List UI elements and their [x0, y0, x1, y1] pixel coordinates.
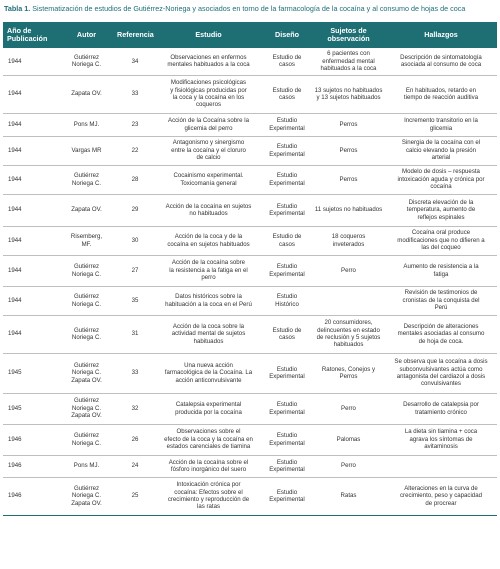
cell-design: [262, 48, 312, 75]
cell-study-line: entre la cocaína y el cloruro: [171, 146, 246, 154]
header-year-line: Publicación: [7, 34, 48, 43]
cell-study: [155, 165, 262, 194]
header-reference: Referencia: [115, 22, 155, 48]
cell-findings-line: cronistas de la conquista del: [402, 296, 480, 304]
cell-design-line: Estudio: [276, 117, 298, 125]
cell-author-line: Zapata OV.: [71, 499, 102, 507]
cell-findings-line: Aumento de resistencia a la: [403, 263, 479, 271]
cell-design-line: Estudio de: [272, 326, 302, 334]
cell-design: [262, 353, 312, 393]
cell-study-line: fósforo inorgánico del suero: [170, 466, 247, 473]
cell-study-line: cocaína en sujetos habituados: [167, 240, 250, 248]
cell-study-line: Observaciones en enfermos: [170, 53, 247, 61]
cell-study-line: cocaína: Efectos sobre el: [174, 488, 243, 496]
cell-findings-line: Incremento transitorio en la: [404, 117, 478, 125]
cell-study: [155, 353, 262, 393]
cell-study: [155, 477, 262, 515]
table-row: [3, 393, 497, 424]
cell-subjects-line: Perro: [341, 266, 356, 274]
table-row: [3, 48, 497, 75]
cell-subjects: [312, 226, 385, 255]
cell-findings-line: Desarrollo de catalepsia por: [403, 401, 479, 409]
cell-design-line: Experimental: [269, 210, 305, 217]
cell-study-line: producida por la cocaína: [175, 408, 242, 416]
cell-findings-line: reflejos espinales: [417, 213, 465, 221]
table-caption: [4, 4, 498, 13]
cell-reference: 31: [115, 315, 155, 353]
cell-design-line: Estudio de: [272, 233, 302, 241]
cell-study-line: efecto de la coca y la cocaína en: [164, 435, 253, 443]
cell-author-line: Zapata OV.: [71, 412, 102, 420]
cell-findings-line: Revisión de testimonios de: [404, 289, 478, 297]
cell-study-line: acción anticonvulsivante: [175, 376, 242, 384]
table-row: [3, 286, 497, 315]
cell-findings-line: fatiga: [433, 270, 449, 278]
cell-subjects: [312, 393, 385, 424]
cell-study-line: crecimiento y reproducción de: [167, 496, 250, 503]
cell-study: [155, 194, 262, 226]
cell-subjects: [312, 353, 385, 393]
cell-design-line: Estudio de: [272, 86, 302, 94]
cell-findings-line: de hoja de coca.: [418, 337, 464, 345]
cell-design-line: Experimental: [269, 270, 305, 278]
cell-study-line: la resistencia a la fatiga en el: [169, 266, 248, 274]
cell-reference: 33: [115, 353, 155, 393]
cell-subjects-line: 18 coqueros: [331, 233, 366, 241]
cell-subjects-line: 6 pacientes con: [327, 50, 370, 58]
header-row: [3, 22, 497, 48]
cell-year: 1945: [3, 353, 58, 393]
cell-design-line: Experimental: [269, 150, 305, 158]
cell-author: [58, 48, 115, 75]
cell-findings-line: intoxicación aguda y crónica por: [397, 175, 485, 183]
cell-subjects-line: y 13 sujetos habituados: [316, 94, 381, 101]
cell-findings: [385, 194, 497, 226]
cell-author-line: Noriega C.: [71, 334, 102, 341]
cell-study-line: Modificaciones psicológicas: [170, 79, 247, 87]
cell-reference: 23: [115, 113, 155, 136]
cell-findings: [385, 286, 497, 315]
cell-findings-line: las del coqueo: [421, 244, 461, 252]
cell-study-line: glicemia del perro: [184, 124, 233, 132]
cell-subjects-line: 20 consumidores,: [324, 319, 373, 327]
cell-study-line: mentales habituados a la coca: [167, 61, 250, 69]
cell-year: 1944: [3, 136, 58, 165]
cell-subjects-line: Perros: [339, 373, 358, 380]
cell-author-line: Gutiérrez: [73, 361, 100, 369]
cell-author-line: Gutiérrez: [73, 326, 100, 334]
cell-design: [262, 255, 312, 286]
cell-design: [262, 286, 312, 315]
cell-design: [262, 424, 312, 455]
cell-author-line: Gutiérrez: [73, 432, 100, 440]
cell-author-line: Gutiérrez: [73, 484, 100, 492]
caption-label: Tabla 1.: [4, 4, 31, 13]
table-row: [3, 477, 497, 515]
cell-subjects: [312, 315, 385, 353]
cell-author-line: Zapata OV.: [71, 206, 102, 214]
cell-author: [58, 424, 115, 455]
cell-findings: [385, 226, 497, 255]
table-header: [3, 22, 497, 48]
cell-study: [155, 455, 262, 477]
cell-design-line: Estudio: [276, 202, 298, 210]
cell-author-line: Gutiérrez: [73, 293, 100, 301]
cell-design: [262, 136, 312, 165]
cell-author-line: Gutiérrez: [73, 53, 100, 61]
cell-design: [262, 226, 312, 255]
cell-reference: 25: [115, 477, 155, 515]
cell-findings-line: cocaína: [430, 183, 452, 191]
table-row: [3, 75, 497, 113]
cell-design-line: Estudio: [276, 172, 298, 180]
cell-subjects: [312, 113, 385, 136]
cell-year: 1944: [3, 165, 58, 194]
cell-year: 1946: [3, 424, 58, 455]
cell-study-line: Una nueva acción: [184, 361, 233, 369]
cell-findings: [385, 353, 497, 393]
table-row: [3, 194, 497, 226]
cell-subjects-line: Perros: [339, 120, 358, 128]
cell-study: [155, 255, 262, 286]
cell-author-line: Noriega C.: [71, 179, 102, 187]
cell-author-line: Zapata OV.: [71, 376, 102, 384]
cell-year: 1946: [3, 455, 58, 477]
cell-findings-line: mentales asociadas al consumo: [397, 330, 485, 338]
cell-findings-line: Perú: [434, 304, 448, 312]
cell-findings: [385, 455, 497, 477]
cell-author: [58, 75, 115, 113]
cell-design: [262, 455, 312, 477]
cell-design-line: Estudio: [276, 365, 298, 373]
cell-study-line: la coca y la cocaína en los: [172, 94, 245, 101]
header-study: Estudio: [155, 22, 262, 48]
cell-design-line: Estudio: [276, 143, 298, 151]
cell-findings-line: tratamiento crónico: [415, 408, 467, 416]
cell-study-line: no habituados: [189, 210, 228, 217]
cell-reference: 35: [115, 286, 155, 315]
cell-study-line: habituación a la coca en el Perú: [165, 300, 252, 308]
cell-subjects-line: enfermedad mental: [322, 57, 375, 65]
cell-design-line: Estudio: [276, 458, 298, 466]
cell-design-line: Estudio: [276, 432, 298, 440]
cell-author-line: MF.: [81, 240, 92, 248]
cell-design-line: Experimental: [269, 179, 305, 187]
cell-subjects-line: Perro: [341, 404, 356, 412]
cell-findings-line: de procrear: [425, 499, 457, 507]
cell-year: 1944: [3, 255, 58, 286]
cell-reference: 24: [115, 455, 155, 477]
cell-findings-line: temperatura, aumento de: [406, 206, 476, 214]
cell-subjects-line: Palomas: [336, 435, 361, 443]
table-row: [3, 226, 497, 255]
cell-findings-line: Modelo de dosis – respuesta: [402, 168, 480, 176]
cell-design-line: Estudio: [276, 401, 298, 409]
cell-findings-line: Se observa que la cocaína a dosis: [394, 358, 488, 366]
cell-findings: [385, 477, 497, 515]
cell-year: 1944: [3, 113, 58, 136]
cell-year: 1945: [3, 393, 58, 424]
cell-subjects-line: Ratones, Conejos y: [321, 365, 376, 373]
cell-year: 1944: [3, 226, 58, 255]
cell-author-line: Noriega C.: [71, 369, 102, 377]
cell-design: [262, 393, 312, 424]
cell-subjects: [312, 286, 385, 315]
table-row: [3, 424, 497, 455]
cell-findings: [385, 136, 497, 165]
cell-findings: [385, 255, 497, 286]
cell-subjects: [312, 75, 385, 113]
cell-design-line: casos: [279, 94, 295, 101]
cell-reference: 32: [115, 393, 155, 424]
cell-findings: [385, 424, 497, 455]
cell-design: [262, 315, 312, 353]
cell-findings: [385, 113, 497, 136]
cell-study-line: farmacológica de la Cocaína. La: [164, 369, 253, 377]
cell-reference: 22: [115, 136, 155, 165]
cell-findings-line: crecimiento, peso y capacidad: [400, 492, 482, 500]
cell-findings-line: asociada al consumo de coca: [400, 61, 482, 69]
cell-findings-line: Cocaína oral produce: [411, 229, 471, 237]
cell-findings-line: Alteraciones en la curva de: [404, 484, 478, 492]
cell-study-line: perro: [201, 274, 216, 282]
cell-study-line: Catalepsia experimental: [175, 401, 242, 409]
cell-author-line: Gutiérrez: [73, 172, 100, 180]
table-row: [3, 136, 497, 165]
cell-subjects-line: habituados a la coca: [320, 64, 377, 72]
cell-design-line: Experimental: [269, 466, 305, 473]
cell-year: 1944: [3, 194, 58, 226]
header-subjects-line: Sujetos de: [330, 25, 367, 35]
cell-design: [262, 194, 312, 226]
cell-study-line: Acción de la coca sobre la: [172, 322, 245, 330]
cell-findings-line: Descripción de sintomatología: [400, 53, 482, 61]
cell-subjects-line: Perro: [341, 462, 356, 470]
cell-findings: [385, 48, 497, 75]
cell-author: [58, 255, 115, 286]
cell-study-line: las ratas: [196, 503, 221, 511]
cell-author-line: Risemberg,: [70, 233, 103, 241]
cell-author: [58, 393, 115, 424]
cell-design: [262, 75, 312, 113]
cell-findings-line: arterial: [431, 154, 451, 162]
cell-author: [58, 165, 115, 194]
cell-reference: 27: [115, 255, 155, 286]
cell-year: 1944: [3, 286, 58, 315]
cell-study: [155, 286, 262, 315]
cell-study: [155, 226, 262, 255]
cell-design-line: Experimental: [269, 408, 305, 416]
cell-study: [155, 393, 262, 424]
cell-study-line: Acción de la cocaína en sujetos: [165, 202, 252, 210]
cell-subjects: [312, 136, 385, 165]
cell-year: 1944: [3, 75, 58, 113]
cell-subjects-line: de reclusión y 5 sujetos: [316, 334, 381, 341]
cell-subjects-line: Perros: [339, 175, 358, 183]
header-findings: Hallazgos: [385, 22, 497, 48]
cell-study-line: Toxicomanía general: [180, 179, 237, 187]
cell-author: [58, 315, 115, 353]
cell-reference: 30: [115, 226, 155, 255]
header-author: Autor: [58, 22, 115, 48]
caption-text: Sistematización de estudios de Gutiérrez-Noriega y asociados en torno de la farmacología de la cocaína y al consumo de hojas de coca: [30, 4, 466, 13]
table-row: [3, 165, 497, 194]
cell-design-line: Estudio: [276, 293, 298, 301]
cell-study: [155, 424, 262, 455]
cell-author-line: Noriega C.: [71, 300, 102, 308]
cell-design-line: Estudio: [276, 263, 298, 271]
cell-author-line: Noriega C.: [71, 404, 102, 412]
cell-study-line: Intoxicación crónica por: [176, 481, 241, 489]
cell-study-line: coqueros: [195, 101, 222, 109]
cell-study-line: Cocainismo experimental.: [173, 172, 244, 180]
cell-design-line: Experimental: [269, 124, 305, 132]
studies-table: [3, 22, 497, 516]
cell-subjects: [312, 455, 385, 477]
cell-subjects: [312, 255, 385, 286]
cell-design-line: Estudio: [276, 488, 298, 496]
cell-findings-line: antagonista del cardiazol a dosis: [396, 373, 486, 380]
cell-findings-line: modificaciones que no difieren a: [397, 236, 485, 244]
cell-author-line: Zapata OV.: [71, 90, 102, 98]
cell-subjects: [312, 165, 385, 194]
cell-findings-line: subconvulsivantes actúa como: [399, 365, 483, 373]
header-year: [3, 22, 58, 48]
cell-findings-line: glicemia: [429, 124, 453, 132]
cell-author: [58, 477, 115, 515]
cell-findings: [385, 393, 497, 424]
cell-author-line: Noriega C.: [71, 61, 102, 69]
header-year-line: Año de: [7, 25, 32, 35]
table-row: [3, 353, 497, 393]
cell-design-line: Histórico: [275, 300, 299, 308]
cell-author: [58, 136, 115, 165]
cell-design-line: Experimental: [269, 496, 305, 503]
table-body: [3, 48, 497, 515]
cell-study-line: Acción de la cocaína sobre el: [168, 458, 249, 466]
cell-subjects: [312, 194, 385, 226]
cell-findings-line: calcio elevando la presión: [405, 146, 477, 154]
cell-author-line: Pons MJ.: [73, 462, 100, 470]
cell-study-line: habituados: [193, 337, 224, 345]
cell-design: [262, 477, 312, 515]
cell-findings-line: La dieta sin tiamina + coca: [404, 428, 478, 436]
cell-study: [155, 48, 262, 75]
cell-author: [58, 194, 115, 226]
cell-subjects-line: 11 sujetos no habituados: [314, 206, 383, 214]
header-subjects: [312, 22, 385, 48]
cell-study-line: actividad mental de sujetos: [171, 330, 246, 338]
cell-reference: 34: [115, 48, 155, 75]
cell-study-line: estados carenciales de tiamina: [166, 443, 251, 451]
cell-author-line: Noriega C.: [71, 439, 102, 447]
cell-findings: [385, 75, 497, 113]
cell-year: 1946: [3, 477, 58, 515]
cell-author-line: Gutiérrez: [73, 263, 100, 271]
cell-author-line: Vargas MR: [71, 146, 102, 154]
cell-author-line: Gutiérrez: [73, 397, 100, 405]
cell-study-line: de calcio: [196, 154, 221, 162]
cell-design-line: Estudio de: [272, 53, 302, 61]
cell-study: [155, 315, 262, 353]
cell-design-line: casos: [279, 334, 295, 341]
cell-design: [262, 165, 312, 194]
cell-study: [155, 113, 262, 136]
cell-study-line: y fisiológicas producidas por: [170, 86, 247, 94]
cell-study-line: Datos históricos sobre la: [175, 293, 242, 301]
cell-subjects-line: 13 sujetos no habituados: [314, 86, 383, 94]
cell-study: [155, 75, 262, 113]
cell-study-line: Observaciones sobre el: [176, 428, 241, 436]
cell-reference: 33: [115, 75, 155, 113]
cell-subjects: [312, 477, 385, 515]
cell-subjects-line: delincuentes en estado: [317, 326, 380, 334]
cell-author: [58, 353, 115, 393]
cell-findings-line: Descripción de alteraciones: [403, 322, 479, 330]
cell-author-line: Pons MJ.: [73, 120, 100, 128]
cell-findings-line: convulsivantes: [421, 380, 461, 388]
cell-year: 1944: [3, 315, 58, 353]
cell-findings-line: tiempo de reacción auditiva: [403, 94, 479, 101]
cell-subjects-line: habituados: [333, 341, 364, 349]
cell-design-line: casos: [279, 240, 295, 248]
cell-findings: [385, 165, 497, 194]
cell-design-line: casos: [279, 61, 295, 69]
table-row: [3, 113, 497, 136]
cell-findings-line: Discreta elevación de la: [408, 198, 474, 206]
cell-author: [58, 455, 115, 477]
cell-subjects: [312, 48, 385, 75]
cell-author-line: Noriega C.: [71, 492, 102, 500]
cell-author: [58, 113, 115, 136]
cell-reference: 28: [115, 165, 155, 194]
cell-design: [262, 113, 312, 136]
cell-year: 1944: [3, 48, 58, 75]
table-row: [3, 455, 497, 477]
table-row: [3, 255, 497, 286]
cell-subjects-line: Perros: [339, 146, 358, 154]
cell-author: [58, 286, 115, 315]
cell-subjects: [312, 424, 385, 455]
cell-design-line: Experimental: [269, 439, 305, 447]
cell-study-line: Acción de la cocaína sobre: [171, 259, 246, 267]
cell-author-line: Noriega C.: [71, 270, 102, 278]
cell-reference: 26: [115, 424, 155, 455]
cell-findings-line: Sinergia de la cocaína con el: [401, 139, 481, 147]
cell-findings-line: En habituados, retardo en: [405, 86, 477, 94]
cell-reference: 29: [115, 194, 155, 226]
cell-study-line: Acción de la Cocaína sobre la: [168, 117, 249, 125]
cell-author: [58, 226, 115, 255]
cell-study-line: Acción de la coca y de la: [174, 233, 243, 241]
cell-subjects-line: inveterados: [332, 240, 365, 248]
table-row: [3, 315, 497, 353]
cell-findings: [385, 315, 497, 353]
cell-findings-line: avitaminosis: [424, 443, 458, 451]
cell-study: [155, 136, 262, 165]
header-subjects-line: observación: [327, 34, 370, 43]
cell-findings-line: agrava los síntomas de: [409, 435, 473, 443]
header-design: Diseño: [262, 22, 312, 48]
cell-subjects-line: Ratas: [340, 492, 357, 500]
cell-study-line: Antagonismo y sinergismo: [172, 139, 245, 147]
cell-design-line: Experimental: [269, 373, 305, 380]
